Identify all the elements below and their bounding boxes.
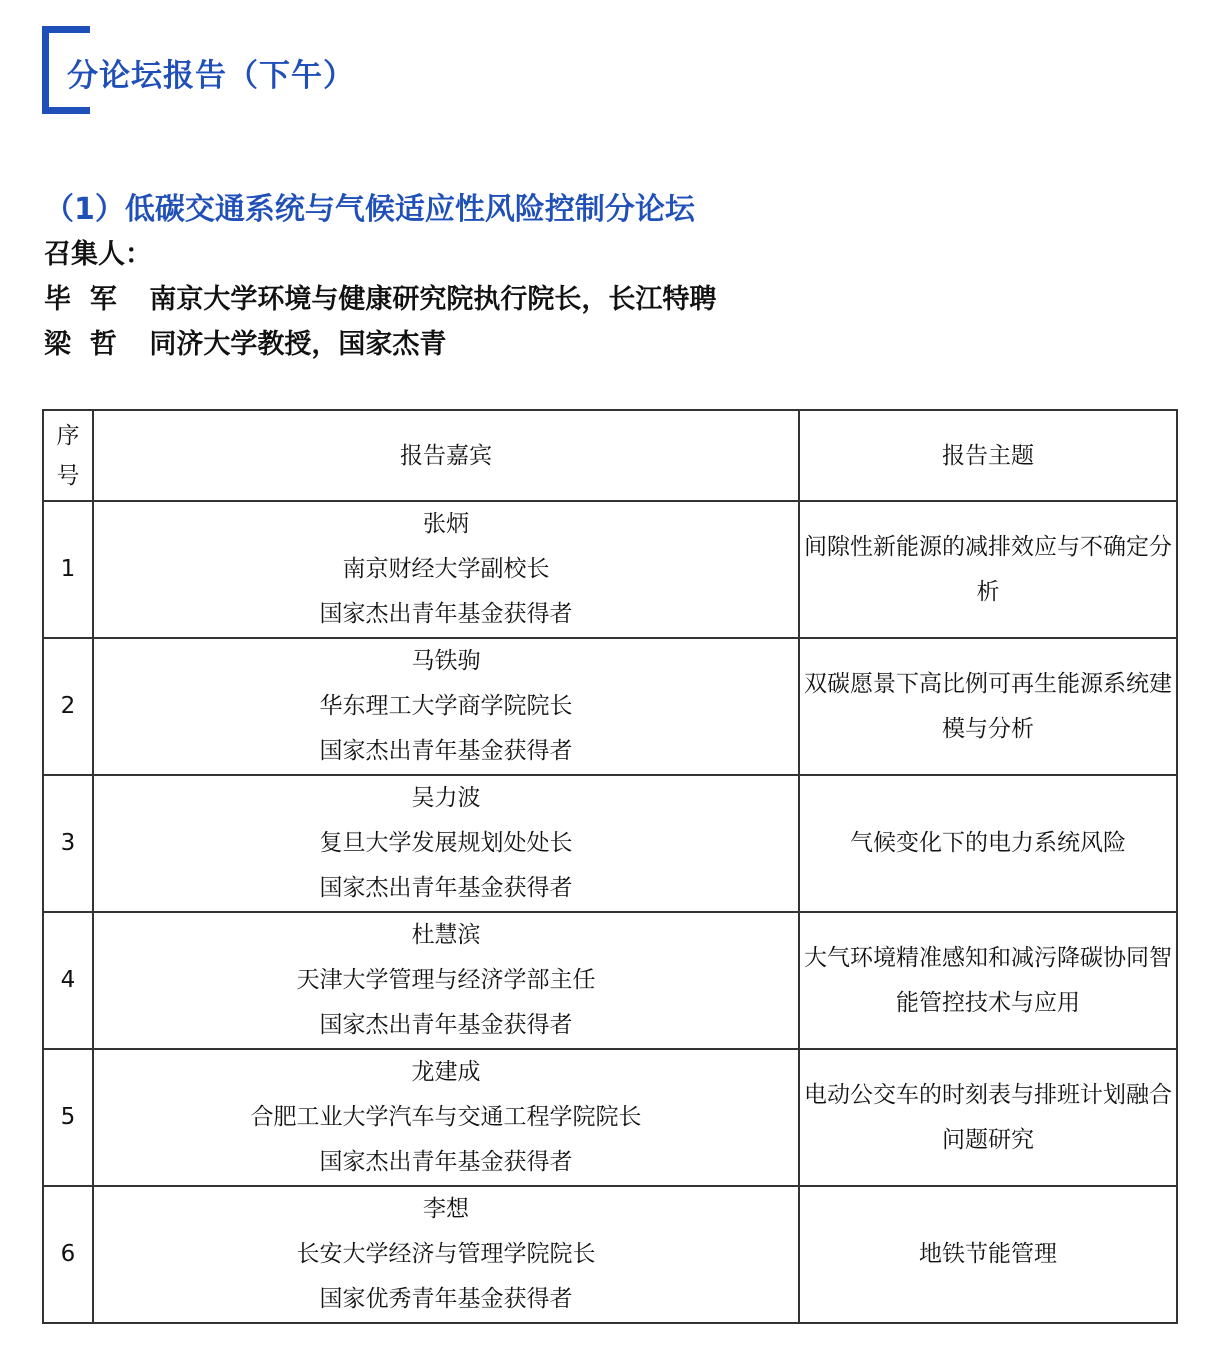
agenda-table (42, 409, 1178, 1324)
topic-cell: 间隙性新能源的减排效应与不确定分析 (799, 501, 1177, 638)
header-guest: 报告嘉宾 (93, 410, 799, 501)
topic-cell: 双碳愿景下高比例可再生能源系统建模与分析 (799, 638, 1177, 775)
row-number: 5 (43, 1049, 93, 1186)
guest-cell (93, 912, 799, 1049)
guest-name: 张炳 (423, 511, 469, 537)
header-topic: 报告主题 (799, 410, 1177, 501)
guest-honor: 国家杰出青年基金获得者 (319, 875, 573, 901)
guest-cell (93, 1049, 799, 1186)
guest-honor: 国家杰出青年基金获得者 (319, 1012, 573, 1038)
guest-name: 马铁驹 (411, 648, 481, 674)
section-header (42, 26, 355, 114)
guest-affiliation: 长安大学经济与管理学院院长 (296, 1241, 596, 1267)
guest-affiliation: 合肥工业大学汽车与交通工程学院院长 (250, 1104, 642, 1130)
convener-name: 梁 哲 (44, 329, 117, 360)
topic-cell: 电动公交车的时刻表与排班计划融合问题研究 (799, 1049, 1177, 1186)
guest-honor: 国家杰出青年基金获得者 (319, 601, 573, 627)
guest-affiliation: 华东理工大学商学院院长 (319, 693, 573, 719)
guest-name: 吴力波 (411, 785, 481, 811)
table-row (43, 501, 1177, 638)
conveners-block (44, 232, 716, 367)
guest-honor: 国家杰出青年基金获得者 (319, 738, 573, 764)
table-row (43, 638, 1177, 775)
guest-cell (93, 775, 799, 912)
convener-title: 南京大学环境与健康研究院执行院长，长江特聘 (149, 284, 717, 315)
convener-name: 毕 军 (44, 284, 117, 315)
convener-row (44, 277, 716, 322)
guest-cell (93, 1186, 799, 1323)
guest-affiliation: 南京财经大学副校长 (342, 556, 550, 582)
table-row (43, 912, 1177, 1049)
topic-cell: 气候变化下的电力系统风险 (799, 775, 1177, 912)
table-row (43, 1049, 1177, 1186)
guest-affiliation: 复旦大学发展规划处处长 (319, 830, 573, 856)
row-number: 3 (43, 775, 93, 912)
guest-affiliation: 天津大学管理与经济学部主任 (296, 967, 596, 993)
topic-cell: 地铁节能管理 (799, 1186, 1177, 1323)
guest-cell (93, 501, 799, 638)
table-row (43, 1186, 1177, 1323)
forum-title: （1）低碳交通系统与气候适应性风险控制分论坛 (44, 192, 695, 227)
table-header-row (43, 410, 1177, 501)
guest-cell (93, 638, 799, 775)
header-no: 序 号 (43, 410, 93, 501)
guest-honor: 国家杰出青年基金获得者 (319, 1149, 573, 1175)
row-number: 4 (43, 912, 93, 1049)
topic-cell: 大气环境精准感知和减污降碳协同智能管控技术与应用 (799, 912, 1177, 1049)
convener-row (44, 322, 716, 367)
row-number: 1 (43, 501, 93, 638)
row-number: 6 (43, 1186, 93, 1323)
guest-name: 李想 (423, 1196, 469, 1222)
guest-name: 杜慧滨 (411, 922, 481, 948)
conveners-label: 召集人： (44, 239, 152, 270)
row-number: 2 (43, 638, 93, 775)
section-title: 分论坛报告（下午） (67, 58, 355, 94)
guest-name: 龙建成 (411, 1059, 481, 1085)
table-row (43, 775, 1177, 912)
guest-honor: 国家优秀青年基金获得者 (319, 1286, 573, 1312)
convener-title: 同济大学教授，国家杰青 (149, 329, 447, 360)
